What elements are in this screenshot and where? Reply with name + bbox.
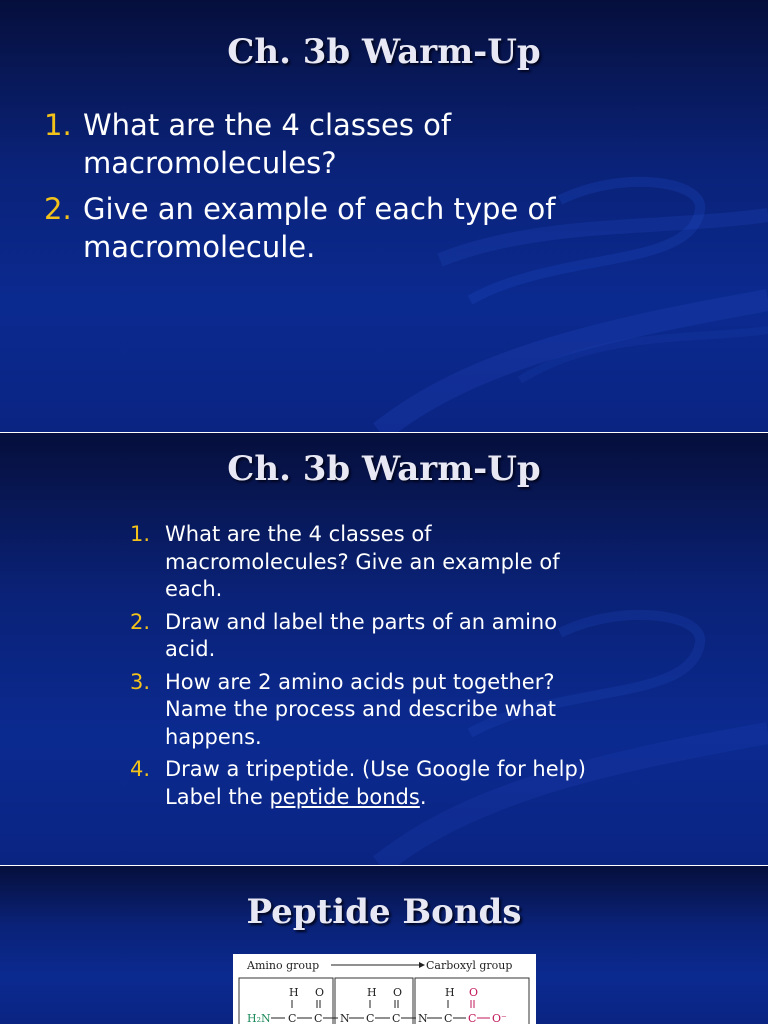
atom-o: O — [469, 986, 479, 999]
item-text: Give an example of each type of — [83, 192, 556, 226]
item-text: happens. — [165, 724, 262, 749]
slide-1 — [0, 0, 768, 432]
atom-o: O — [393, 986, 403, 999]
item-text: Draw and label the parts of an amino — [165, 609, 558, 634]
list-item — [130, 521, 650, 604]
peptide-diagram — [233, 954, 536, 1024]
slide-title: Peptide Bonds — [246, 892, 522, 932]
atom-c: C — [366, 1012, 375, 1024]
list-item — [130, 756, 650, 811]
item-text: What are the 4 classes of — [83, 108, 452, 142]
peptide-bonds-link[interactable]: peptide bonds — [269, 784, 420, 809]
atom-o-minus: O⁻ — [492, 1012, 507, 1024]
arrow-head — [419, 962, 425, 968]
atom-n: N — [340, 1012, 350, 1024]
item-text: acid. — [165, 637, 216, 661]
atom-c: C — [392, 1012, 401, 1024]
atom-h: H — [445, 986, 455, 999]
item-number: 4. — [130, 757, 151, 781]
slide-3 — [0, 866, 768, 1024]
item-number: 2. — [44, 192, 72, 226]
slide-title: Ch. 3b Warm-Up — [227, 449, 541, 489]
item-text-prefix: Label the — [165, 784, 270, 809]
item-text: macromolecules? Give an example of — [165, 549, 560, 574]
list-item — [44, 106, 555, 182]
item-text: Name the process and describe what — [165, 697, 557, 721]
atom-n: N — [418, 1012, 428, 1024]
item-number: 2. — [130, 609, 151, 634]
item-number: 1. — [44, 108, 72, 142]
atom-c: C — [468, 1012, 477, 1024]
atom-h2n: H₂N — [247, 1012, 271, 1024]
item-number: 3. — [130, 669, 151, 694]
atom-h: H — [367, 986, 377, 999]
question-list — [44, 106, 555, 266]
atom-o: O — [315, 986, 325, 999]
item-text: Draw a tripeptide. (Use Google for help) — [165, 757, 586, 781]
item-text: macromolecules? — [83, 146, 337, 180]
item-text: each. — [165, 577, 223, 601]
atom-h: H — [289, 986, 299, 999]
list-item — [130, 669, 650, 752]
slide-title: Ch. 3b Warm-Up — [227, 32, 541, 72]
carboxyl-group-label: Carboxyl group — [426, 959, 513, 972]
item-text: What are the 4 classes of — [165, 522, 432, 546]
question-list — [130, 521, 650, 811]
atom-c: C — [288, 1012, 297, 1024]
list-item — [130, 609, 650, 664]
item-text: macromolecule. — [83, 230, 316, 264]
peptide-structure-svg — [233, 954, 536, 1024]
slide-2 — [0, 433, 768, 865]
amino-group-label: Amino group — [247, 959, 320, 972]
item-text: How are 2 amino acids put together? — [165, 669, 555, 694]
list-item — [44, 190, 555, 266]
item-text-suffix: . — [419, 784, 427, 809]
item-number: 1. — [130, 522, 151, 546]
atom-c: C — [314, 1012, 323, 1024]
atom-c: C — [444, 1012, 453, 1024]
item-text — [165, 784, 650, 812]
